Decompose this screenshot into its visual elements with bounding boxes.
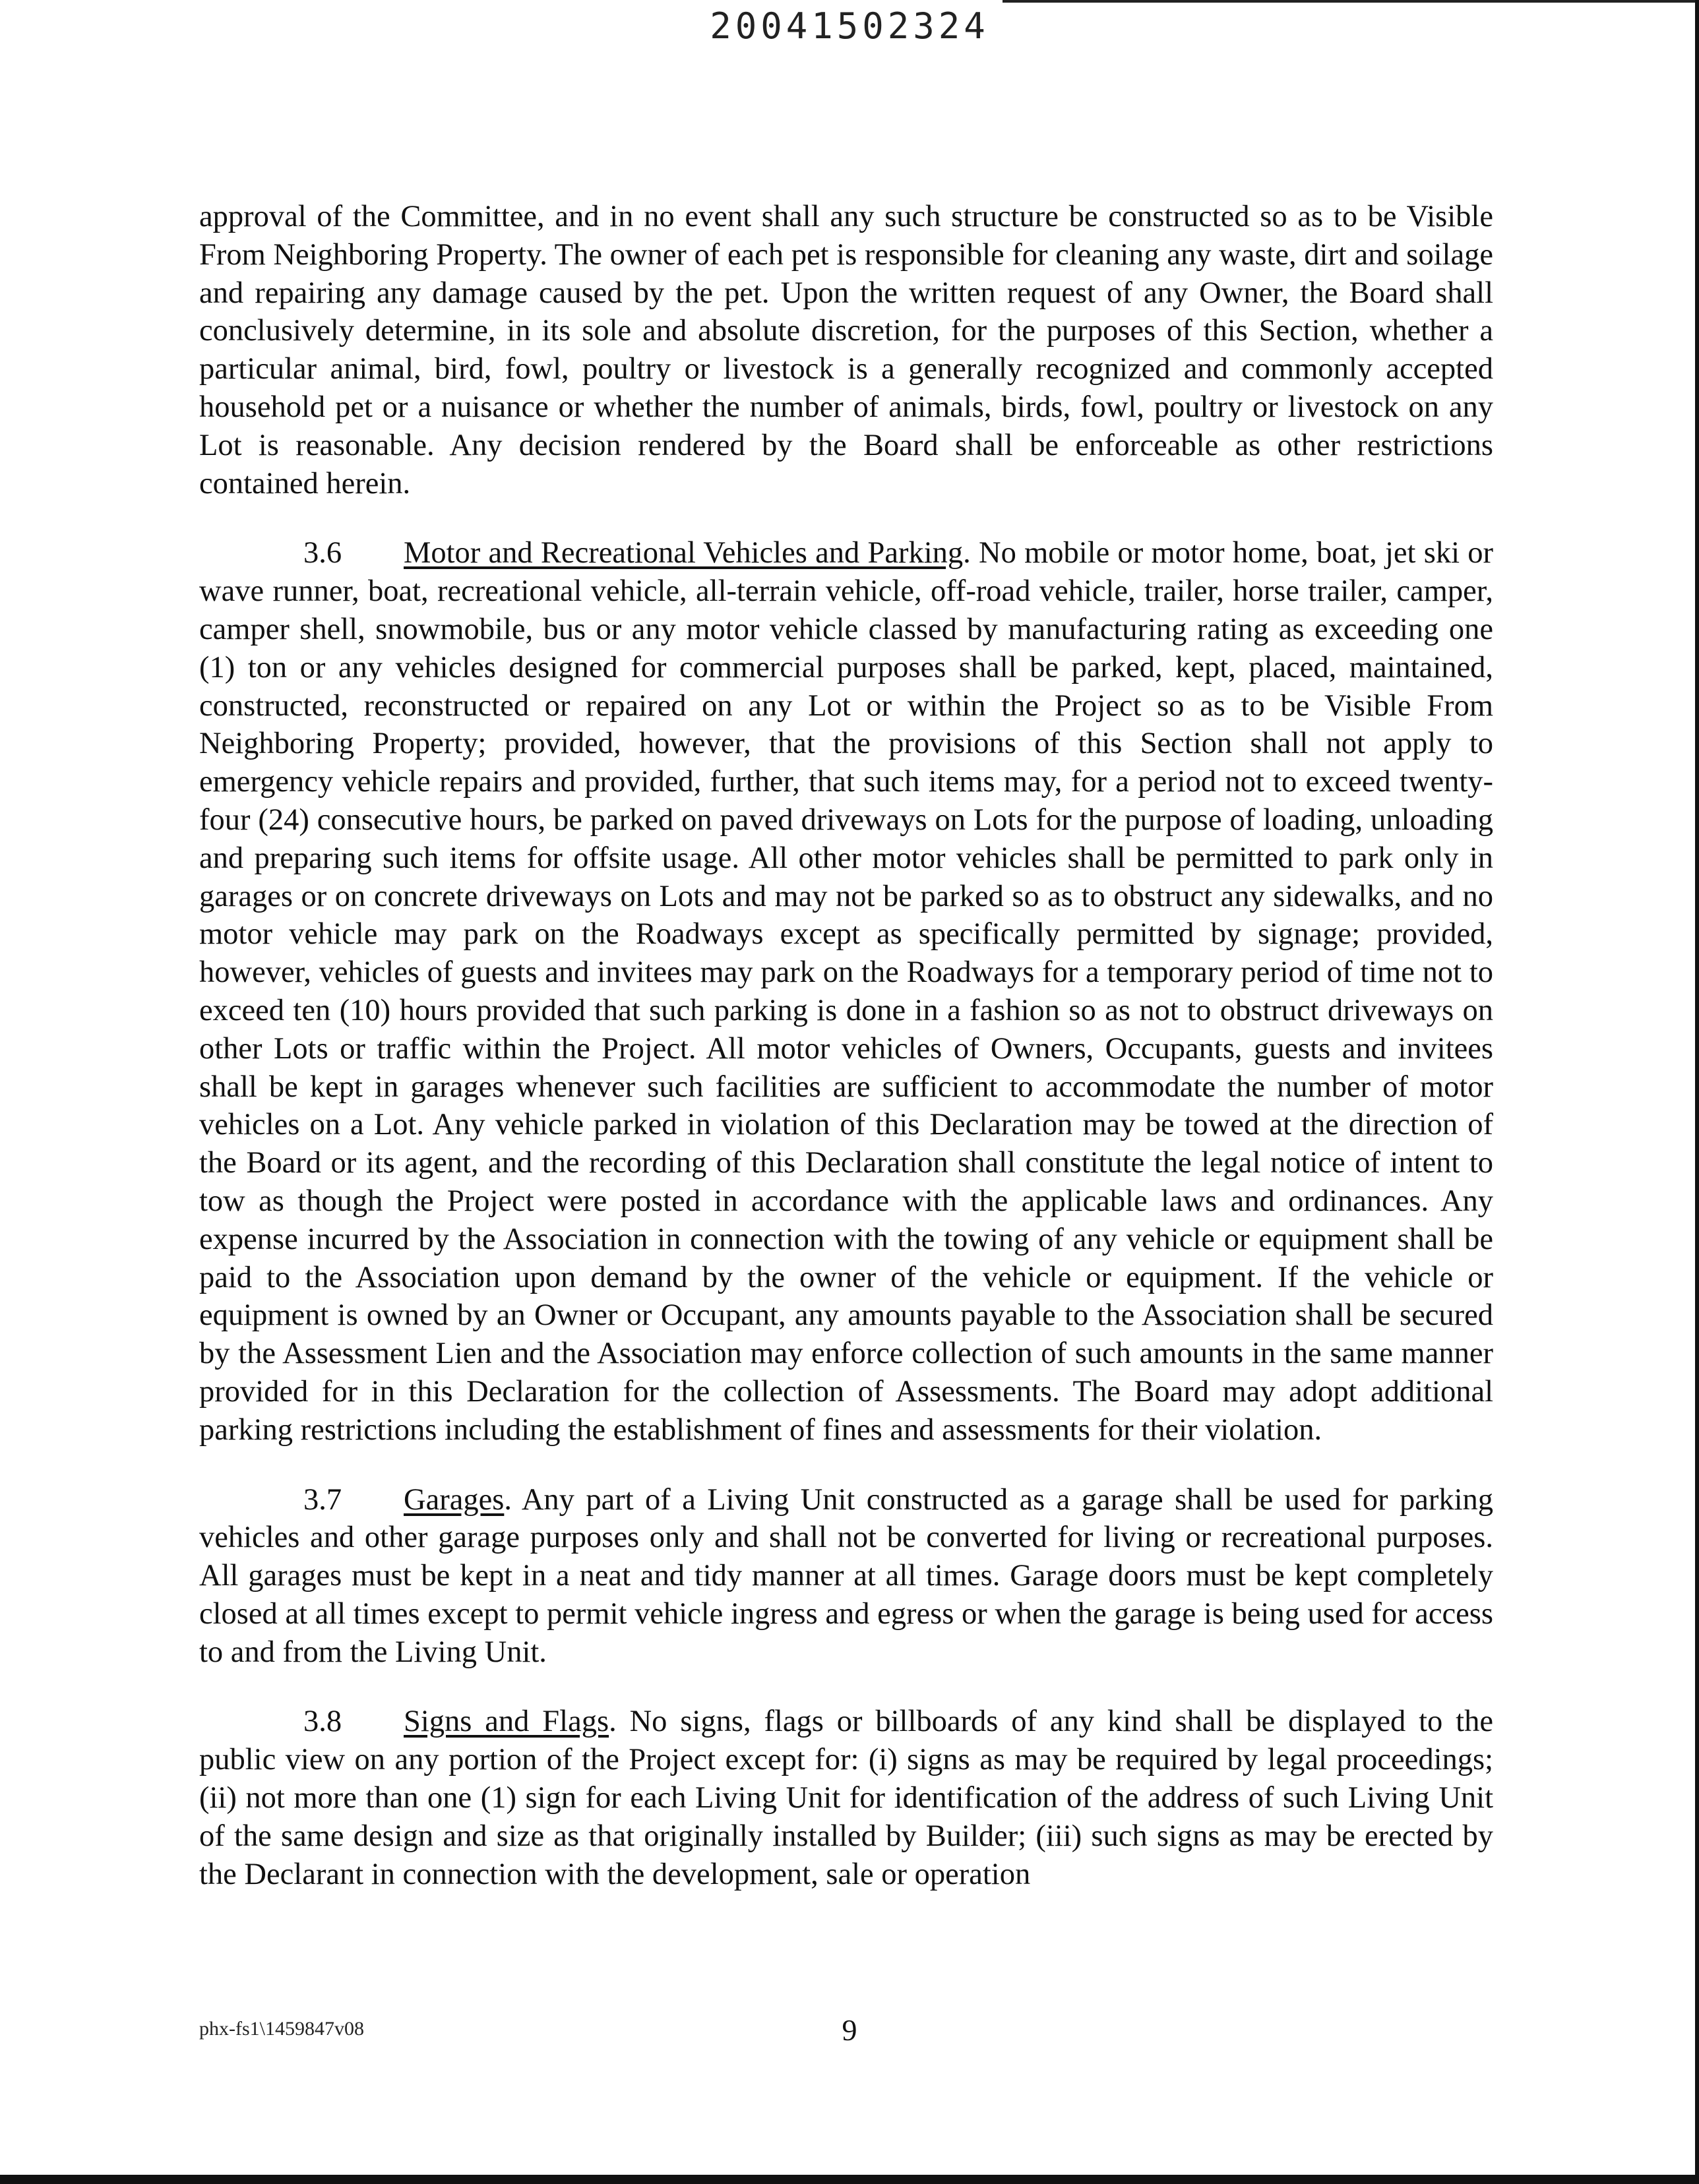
- right-scan-edge: [1695, 0, 1699, 2184]
- section-3-8: [199, 1703, 1493, 1893]
- section-text: . No mobile or motor home, boat, jet ski or wave runner, boat, recreational vehicle, all-terrain vehicle, off-road vehicle, trailer, horse trailer, camper, camper shell, snowmobile, bus or any motor vehicle classed by manufacturing rating as exceeding one (1) ton or any vehicles designed for commercial purposes shall be parked, kept, placed, maintained, constructed, reconstructed or repaired on any Lot or within the Project so as to be Visible From Neighboring Property; provided, however, that the provisions of this Section shall not apply to emergency vehicle repairs and provided, further, that such items may, for a period not to exceed twenty-four (24) consecutive hours, be parked on paved driveways on Lots for the purpose of loading, unloading and preparing such items for offsite usage. All other motor vehicles shall be permitted to park only in garages or on concrete driveways on Lots and may not be parked so as to obstruct any sidewalks, and no motor vehicle may park on the Roadways except as specifically permitted by signage; provided, however, vehicles of guests and invitees may park on the Roadways for a temporary period of time not to exceed ten (10) hours provided that such parking is done in a fashion so as not to obstruct driveways on other Lots or traffic within the Project. All motor vehicles of Owners, Occupants, guests and invitees shall be kept in garages whenever such facilities are sufficient to accommodate the number of motor vehicles on a Lot. Any vehicle parked in violation of this Declaration may be towed at the direction of the Board or its agent, and the recording of this Declaration shall constitute the legal notice of intent to tow as though the Project were posted in accordance with the applicable laws and ordinances. Any expense incurred by the Association in connection with the towing of any vehicle or equipment shall be paid to the Association upon demand by the owner of the vehicle or equipment. If the vehicle or equipment is owned by an Owner or Occupant, any amounts payable to the Association shall be secured by the Assessment Lien and the Association may enforce collection of such amounts in the same manner provided for in this Declaration for the collection of Assessments. The Board may adopt additional parking restrictions including the establishment of fines and assessments for their violation.: [199, 536, 1493, 1447]
- section-3-6: [199, 534, 1493, 1449]
- section-number: 3.8: [303, 1705, 342, 1739]
- section-text: . No signs, flags or billboards of any kind shall be displayed to the public view on any portion of the Project except for: (i) signs as may be required by legal proceedings; (ii) not more than one (1) sign for each Living Unit for identification of the address of such Living Unit of the same design and size as that originally installed by Builder; (iii) such signs as may be erected by the Declarant in connection with the development, sale or operation: [199, 1705, 1493, 1891]
- paragraph-text: approval of the Committee, and in no event shall any such structure be constructed so as to be Visible From Neighboring Property. The owner of each pet is responsible for cleaning any waste, dirt and soilage and repairing any damage caused by the pet. Upon the written request of any Owner, the Board shall conclusively determine, in its sole and absolute discretion, for the purposes of this Section, whether a particular animal, bird, fowl, poultry or livestock is a generally recognized and commonly accepted household pet or a nuisance or whether the number of animals, birds, fowl, poultry or livestock on any Lot is reasonable. Any decision rendered by the Board shall be enforceable as other restrictions contained herein.: [199, 200, 1493, 501]
- section-heading: Motor and Recreational Vehicles and Parking: [404, 536, 964, 570]
- section-number: 3.7: [303, 1482, 342, 1517]
- bottom-scan-edge: [0, 2175, 1699, 2184]
- page-number: 9: [842, 2013, 857, 2047]
- paragraph-continuation: [199, 198, 1493, 502]
- recording-number: 20041502324: [710, 5, 989, 47]
- section-heading: Garages: [404, 1482, 505, 1517]
- footer-document-id: phx-fs1\1459847v08: [199, 2018, 364, 2040]
- document-body: [199, 198, 1493, 1925]
- section-heading: Signs and Flags: [404, 1705, 609, 1739]
- section-number: 3.6: [303, 536, 342, 570]
- top-scan-rule: [1003, 0, 1699, 3]
- section-3-7: [199, 1481, 1493, 1672]
- section-text: . Any part of a Living Unit constructed as a garage shall be used for parking vehicles and other garage purposes only and shall not be converted for living or recreational purposes. All garages must be kept in a neat and tidy manner at all times. Garage doors must be kept completely closed at all times except to permit vehicle ingress and egress or when the garage is being used for access to and from the Living Unit.: [199, 1482, 1493, 1669]
